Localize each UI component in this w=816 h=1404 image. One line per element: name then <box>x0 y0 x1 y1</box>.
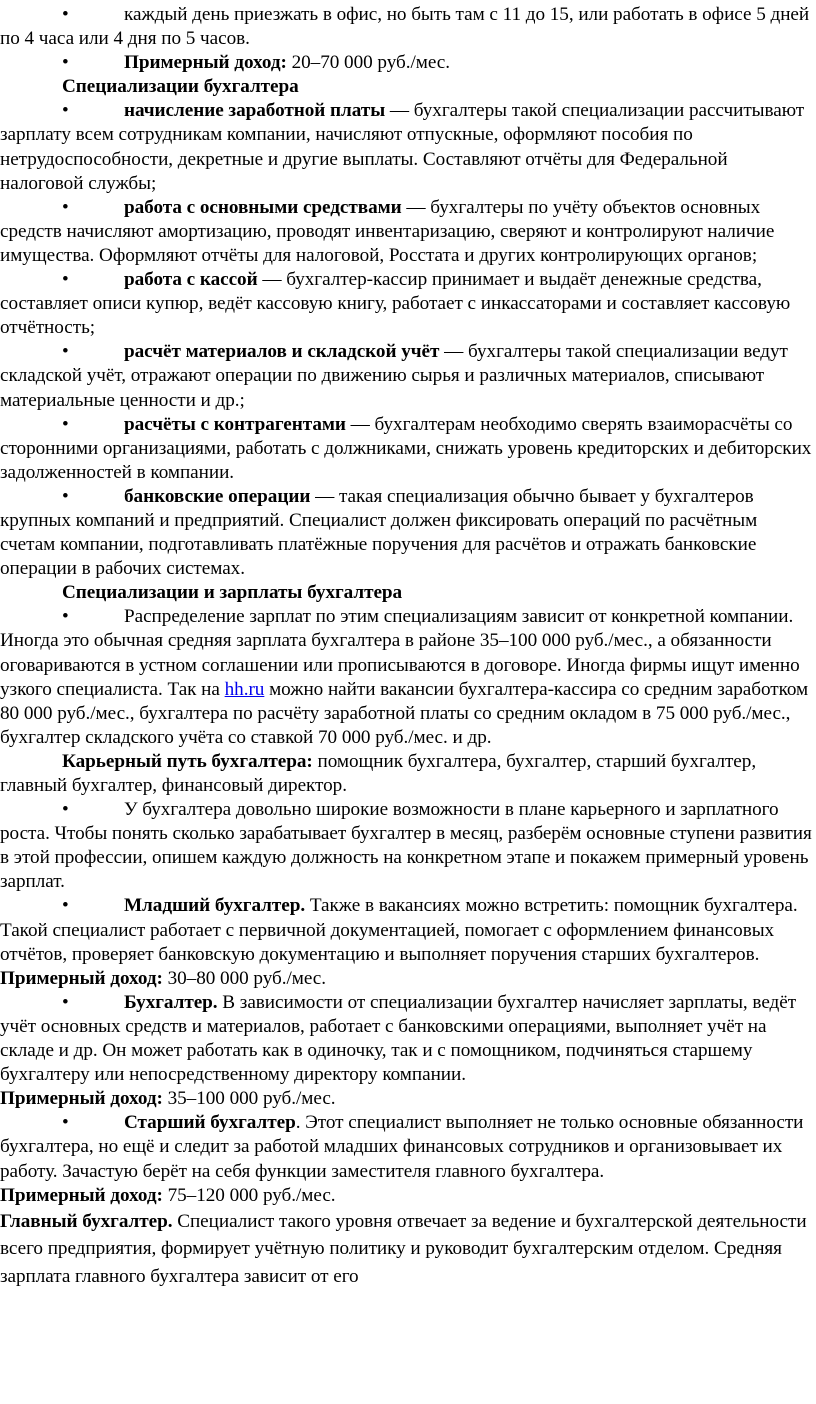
career-path-label: Карьерный путь бухгалтера: <box>62 750 313 772</box>
list-item-accountant <box>0 991 814 1087</box>
income-value: 35–100 000 руб./мес. <box>162 1088 336 1110</box>
chief-accountant-paragraph <box>0 1208 814 1290</box>
bullet-icon: • <box>62 485 69 507</box>
bullet-icon: • <box>62 341 69 363</box>
bullet-icon: • <box>62 269 69 291</box>
hh-ru-link[interactable]: hh.ru <box>224 678 265 700</box>
role-title: Старший бухгалтер <box>124 1112 296 1134</box>
term: работа с кассой <box>124 269 258 291</box>
list-item-income-1 <box>0 51 814 75</box>
role-description: В зависимости от специализации бухгалтер начисляет зарплаты, ведёт учёт основных средств и материалов, работает с банковскими операциями, выполняет учёт на складе и др. Он может работать как в одиночку, так и с помощником, подчиняться старшему бухгалтеру или непосредственному директору компании. <box>0 991 797 1086</box>
bullet-icon: • <box>62 1112 69 1134</box>
income-value: 75–120 000 руб./мес. <box>162 1184 336 1206</box>
bullet-icon: • <box>62 413 69 435</box>
income-label: Примерный доход: <box>0 967 163 989</box>
income-value: 20–70 000 руб./мес. <box>286 52 450 74</box>
list-item-banking <box>0 485 814 581</box>
list-item-office-schedule <box>0 3 814 51</box>
definition: — такая специализация обычно бывает у бухгалтеров крупных компаний и предприятий. Специалист должен фиксировать операций по расчётным счетам компании, подготавливать платёжные поручения для расчётов и отражать банковские операции в рабочих системах. <box>0 485 758 580</box>
bullet-icon: • <box>62 606 69 628</box>
definition: — бухгалтеры такой специализации рассчитывают зарплату всем сотрудникам компании, начисляют отпускные, оформляют пособия по нетрудоспособности, декретные и другие выплаты. Составляют отчёты для Федеральной налоговой службы; <box>0 100 805 194</box>
role-title: Главный бухгалтер. <box>0 1210 173 1232</box>
career-path-paragraph <box>0 750 814 798</box>
income-label: Примерный доход: <box>0 1088 163 1110</box>
list-item-senior-accountant <box>0 1111 814 1183</box>
income-line-accountant <box>0 1087 814 1111</box>
definition: — бухгалтер-кассир принимает и выдаёт денежные средства, составляет описи купюр, ведёт кассовую книгу, работает с инкассаторами и составляет кассовую отчётность; <box>0 269 791 339</box>
income-label: Примерный доход: <box>124 52 287 74</box>
definition: — бухгалтеры по учёту объектов основных средств начисляют амортизацию, проводят инвентаризацию, сверяют и контролируют наличие имущества. Оформляют отчёты для налоговой, Росстата и других контролирующих органов; <box>0 196 775 266</box>
list-item-cash-desk <box>0 268 814 340</box>
bullet-icon: • <box>62 4 69 25</box>
income-line-junior <box>0 967 814 991</box>
term: работа с основными средствами <box>124 196 402 218</box>
term: начисление заработной платы <box>124 100 386 122</box>
paragraph-text: У бухгалтера довольно широкие возможности в плане карьерного и зарплатного роста. Чтобы понять сколько зарабатывает бухгалтер в месяц, разберём основные ступени развития в этой профессии, опишем каждую должность на конкретном этапе и покажем примерный уровень зарплат. <box>0 799 812 893</box>
term: расчёты с контрагентами <box>124 413 346 435</box>
list-item-payroll <box>0 99 814 195</box>
bullet-icon: • <box>62 895 69 917</box>
role-description: . Этот специалист выполняет не только основные обязанности бухгалтера, но ещё и следит за работой младших финансовых сотрудников и организовывает их работу. Зачастую берёт на себя функции заместителя главного бухгалтера. <box>0 1112 804 1182</box>
role-title: Бухгалтер. <box>124 991 218 1013</box>
definition: — бухгалтеры такой специализации ведут складской учёт, отражают операции по движению сырья и различных материалов, списывают материальные ценности и др.; <box>0 341 788 411</box>
term: банковские операции <box>124 485 311 507</box>
paragraph-text-a: Распределение зарплат по этим специализациям зависит от конкретной компании. Иногда это обычная средняя зарплата бухгалтера в районе 35–100 000 руб./мес., а обязанности оговариваются в устном соглашении или прописываются в договоре. Иногда фирмы ищут именно узкого специалиста. Так на <box>0 606 800 700</box>
bullet-icon: • <box>62 991 69 1013</box>
list-item-fixed-assets <box>0 196 814 268</box>
list-item-career-growth <box>0 798 814 894</box>
bullet-icon: • <box>62 196 69 218</box>
career-path-text: помощник бухгалтера, бухгалтер, старший бухгалтер, главный бухгалтер, финансовый директор. <box>0 750 757 796</box>
role-title: Младший бухгалтер. <box>124 895 306 917</box>
bullet-icon: • <box>62 799 69 821</box>
definition: — бухгалтерам необходимо сверять взаиморасчёты со сторонними организациями, работать с должниками, снижать уровень кредиторских и дебиторских задолженностей в компании. <box>0 413 812 483</box>
section-heading-specializations: Специализации бухгалтера <box>62 76 299 98</box>
bullet-icon: • <box>62 52 69 74</box>
list-item-junior-accountant <box>0 894 814 966</box>
income-label: Примерный доход: <box>0 1184 163 1206</box>
income-line-senior <box>0 1184 814 1208</box>
section-heading-salaries: Специализации и зарплаты бухгалтера <box>62 582 403 604</box>
list-item-salary-distribution <box>0 605 814 750</box>
role-description: Специалист такого уровня отвечает за ведение и бухгалтерской деятельности всего предприятия, формирует учётную политику и руководит бухгалтерским отделом. Средняя зарплата главного бухгалтера зависит от его <box>0 1210 807 1287</box>
list-item-warehouse <box>0 340 814 412</box>
list-item-counterparties <box>0 413 814 485</box>
role-description: Также в вакансиях можно встретить: помощник бухгалтера. Такой специалист работает с первичной документацией, помогает с оформлением финансовых отчётов, проверяет банковскую документацию и выполняет поручения старших бухгалтеров. <box>0 895 798 965</box>
term: расчёт материалов и складской учёт <box>124 341 440 363</box>
paragraph-text-b: можно найти вакансии бухгалтера-кассира со средним заработком 80 000 руб./мес., бухгалтера по расчёту заработной платы со средним окладом в 75 000 руб./мес., бухгалтер складского учёта со ставкой 70 000 руб./мес. и др. <box>0 678 809 748</box>
income-value: 30–80 000 руб./мес. <box>162 967 326 989</box>
bullet-icon: • <box>62 100 69 122</box>
paragraph-text: каждый день приезжать в офис, но быть там с 11 до 15, или работать в офисе 5 дней по 4 часа или 4 дня по 5 часов. <box>0 4 810 50</box>
